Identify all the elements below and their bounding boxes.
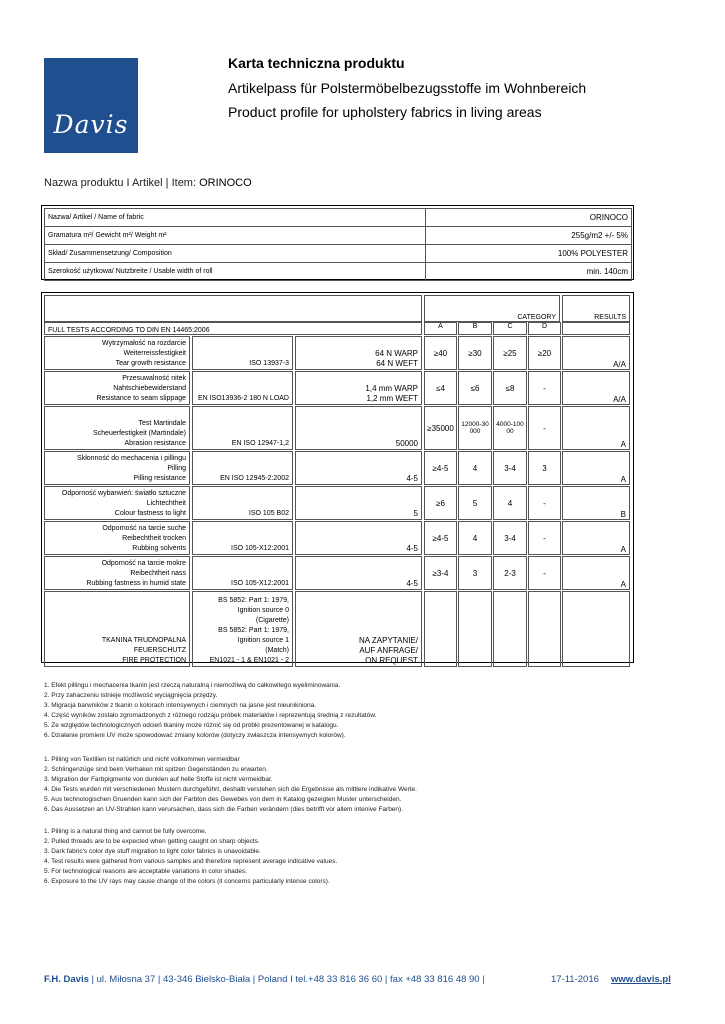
test-category-value: 4 bbox=[458, 521, 492, 555]
test-result: A/A bbox=[562, 371, 630, 405]
test-standard-line: (Match) bbox=[265, 647, 289, 654]
test-standard bbox=[192, 556, 293, 590]
info-value: ORINOCO bbox=[425, 208, 632, 227]
test-standard-line: ISO 105-X12:2001 bbox=[231, 545, 289, 552]
info-label: Nazwa/ Artikel / Name of fabric bbox=[44, 208, 426, 227]
test-category-value: 4 bbox=[493, 486, 527, 520]
notes-pl bbox=[44, 681, 376, 741]
test-category-value: ≥20 bbox=[528, 336, 561, 370]
test-category-value: - bbox=[528, 371, 561, 405]
footer-company: F.H. Davis bbox=[44, 974, 89, 985]
note-line: 2. Schlingenzüge sind beim Verhaken mit spitzen Gegenständen zu erwarten. bbox=[44, 766, 268, 773]
test-standard bbox=[192, 591, 293, 667]
tests-table bbox=[41, 292, 634, 663]
note-line: 1. Pilling von Textilien ist natürlich und nicht vollkommen vermeidbar bbox=[44, 756, 240, 763]
test-standard-line: BS 5852: Part 1: 1979, bbox=[218, 597, 289, 604]
test-value bbox=[295, 556, 422, 590]
note-line: 5. Ze względów technologicznych odcień tkaniny może różnić się od próbki prezentowanej w katalogu. bbox=[44, 722, 339, 729]
title-de: Artikelpass für Polstermöbelbezugsstoffe im Wohnbereich bbox=[228, 80, 587, 96]
info-row bbox=[42, 208, 633, 226]
logo-text: Davis bbox=[53, 110, 129, 139]
test-standard-line: ISO 105 B02 bbox=[248, 510, 289, 517]
test-category-value: - bbox=[528, 521, 561, 555]
test-name-line: Scheuerfestigkeit (Martindale) bbox=[93, 430, 186, 437]
test-value bbox=[295, 371, 422, 405]
test-category-value: 3 bbox=[528, 451, 561, 485]
test-category-value: ≥25 bbox=[493, 336, 527, 370]
info-value: 100% POLYESTER bbox=[425, 244, 632, 263]
test-category-value: - bbox=[528, 406, 561, 450]
test-category-value: 12000-30000 bbox=[458, 406, 492, 450]
test-standard-line: EN ISO13936-2 180 N LOAD bbox=[197, 395, 289, 402]
info-value: 255g/m2 +/- 5% bbox=[425, 226, 632, 245]
test-name-line: Nahtschiebewiderstand bbox=[113, 385, 186, 392]
note-line: 2. Pulled threads are to be expected when getting caught on sharp objects. bbox=[44, 838, 260, 845]
test-category-value: ≥4-5 bbox=[424, 521, 457, 555]
info-row bbox=[42, 262, 633, 280]
note-line: 4. Test results were gathered from various samples and therefore represent average indicative values. bbox=[44, 858, 338, 865]
test-standard bbox=[192, 371, 293, 405]
test-value-line: 1,4 mm WARP bbox=[365, 384, 418, 393]
product-line bbox=[44, 177, 252, 189]
test-category-value: ≥40 bbox=[424, 336, 457, 370]
notes-de bbox=[44, 755, 417, 815]
test-standard bbox=[192, 336, 293, 370]
test-value bbox=[295, 521, 422, 555]
test-standard-line: ISO 13937-3 bbox=[249, 360, 289, 367]
test-standard-line: Ignition source 0 bbox=[237, 607, 289, 614]
test-result: A bbox=[562, 451, 630, 485]
test-name-line: Reibechtheit trocken bbox=[122, 535, 186, 542]
test-name-line: Abrasion resistance bbox=[124, 440, 186, 447]
test-name-line: Lichtechtheit bbox=[146, 500, 186, 507]
test-category-value: ≥4-5 bbox=[424, 451, 457, 485]
test-name-line: Odporność na tarcie mokre bbox=[101, 560, 186, 567]
test-category-value: 3 bbox=[458, 556, 492, 590]
notes-en bbox=[44, 827, 337, 887]
test-name-line: Odporność wybarwień: światło sztuczne bbox=[61, 490, 186, 497]
test-standard bbox=[192, 486, 293, 520]
note-line: 1. Efekt pillingu i mechacenia tkanin jest rzeczą naturalną i niemożliwą do całkowitego wyeliminowania. bbox=[44, 682, 341, 689]
test-standard bbox=[192, 406, 293, 450]
footer-address-text: | ul. Miłosna 37 | 43-346 Bielsko-Biała | Poland I tel.+48 33 816 36 60 | fax +48 33 816 48 90 | bbox=[88, 974, 485, 985]
test-value-line: 4-5 bbox=[406, 474, 418, 483]
test-name bbox=[44, 556, 190, 590]
test-category-value bbox=[424, 591, 457, 667]
test-result: A bbox=[562, 556, 630, 590]
category-col-D: D bbox=[528, 322, 561, 335]
test-standard bbox=[192, 521, 293, 555]
test-name-line: Tear growth resistance bbox=[115, 360, 186, 367]
test-name bbox=[44, 371, 190, 405]
test-category-value: 3-4 bbox=[493, 451, 527, 485]
test-name-line: Weiterreissfestigkeit bbox=[123, 350, 186, 357]
test-standard-line: EN ISO 12947-1,2 bbox=[231, 440, 289, 447]
results-col-blank bbox=[562, 322, 630, 335]
test-value-line: 4-5 bbox=[406, 544, 418, 553]
info-label: Szerokość użytkowa/ Nutzbreite / Usable width of roll bbox=[44, 262, 426, 281]
product-label: Nazwa produktu I Artikel | Item: bbox=[44, 177, 197, 189]
note-line: 4. Część wyników zostało zgromadzonych z różnego rodzaju próbek materiałów i reprezentują średnią z rezultatów. bbox=[44, 712, 377, 719]
test-value-line: 50000 bbox=[395, 439, 418, 448]
test-category-value: - bbox=[528, 556, 561, 590]
note-line: 2. Przy zahaczeniu istnieje możliwość wyciągnięcia przędzy. bbox=[44, 692, 218, 699]
note-line: 5. For technological reasons are acceptable variations in color shades. bbox=[44, 868, 248, 875]
note-line: 6. Das Aussetzen an UV-Strahlen kann verursachen, dass sich die Farben verändern (dies betrifft vor allem intenive Farben). bbox=[44, 806, 404, 813]
test-result: B bbox=[562, 486, 630, 520]
test-value-line: 5 bbox=[413, 509, 418, 518]
footer-date: 17-11-2016 bbox=[551, 974, 599, 985]
test-value-line: 64 N WARP bbox=[375, 349, 418, 358]
category-col-B: B bbox=[458, 322, 492, 335]
test-standard-line: Ignition source 1 bbox=[237, 637, 289, 644]
test-value-line: ON REQUEST bbox=[365, 656, 418, 665]
category-col-A: A bbox=[424, 322, 457, 335]
test-result: A/A bbox=[562, 336, 630, 370]
test-name-line: Rubbing fastness in humid state bbox=[86, 580, 186, 587]
header-blank bbox=[44, 295, 422, 322]
test-name-line: TKANINA TRUDNOPALNA bbox=[101, 637, 186, 644]
test-result bbox=[562, 591, 630, 667]
note-line: 4. Die Tests wurden mit verschiedenen Mustern durchgeführt, deshalb verstehen sich die Ergebnisse als mittlere indikative Werte. bbox=[44, 786, 417, 793]
test-standard-line: EN1021 - 1 & EN1021 - 2 bbox=[209, 657, 289, 664]
test-name-line: Test Martindale bbox=[138, 420, 186, 427]
category-col-C: C bbox=[493, 322, 527, 335]
test-name-line: Reibechtheit nass bbox=[130, 570, 186, 577]
note-line: 3. Dark fabric's color dye stuff migration to light color fabrics is unavoidable. bbox=[44, 848, 261, 855]
product-name: ORINOCO bbox=[199, 177, 252, 189]
test-name-line: Resistance to seam slippage bbox=[96, 395, 186, 402]
test-category-value: ≤8 bbox=[493, 371, 527, 405]
title-pl: Karta techniczna produktu bbox=[228, 55, 405, 71]
note-line: 6. Działanie promieni UV może spowodować zmiany kolorów (dotyczy zwłaszcza intensywnych kolorów). bbox=[44, 732, 346, 739]
test-category-value: ≥30 bbox=[458, 336, 492, 370]
test-standard bbox=[192, 451, 293, 485]
test-name-line: FIRE PROTECTION bbox=[122, 657, 186, 664]
test-name-line: Odporność na tarcie suche bbox=[102, 525, 186, 532]
test-category-value bbox=[458, 591, 492, 667]
note-line: 3. Migracja barwników z tkanin o kolorach intensywnych i ciemnych na jasne jest nieunikniona. bbox=[44, 702, 317, 709]
test-category-value: 4 bbox=[458, 451, 492, 485]
test-standard-line: EN ISO 12945-2:2002 bbox=[220, 475, 289, 482]
info-label: Gramatura m²/ Gewicht m²/ Weight m² bbox=[44, 226, 426, 245]
test-name bbox=[44, 591, 190, 667]
test-name-line: Rubbing solvents bbox=[132, 545, 186, 552]
test-category-value bbox=[528, 591, 561, 667]
test-category-value: 5 bbox=[458, 486, 492, 520]
info-label: Skład/ Zusammensetzung/ Composition bbox=[44, 244, 426, 263]
test-category-value: ≤6 bbox=[458, 371, 492, 405]
davis-logo bbox=[44, 58, 138, 153]
info-row bbox=[42, 226, 633, 244]
note-line: 1. Pilling is a natural thing and cannot be fully overcome. bbox=[44, 828, 207, 835]
test-result: A bbox=[562, 406, 630, 450]
test-value bbox=[295, 486, 422, 520]
test-category-value: ≥6 bbox=[424, 486, 457, 520]
test-category-value: ≥35000 bbox=[424, 406, 457, 450]
test-value-line: NA ZAPYTANIE/ bbox=[359, 636, 418, 645]
tests-title: FULL TESTS ACCORDING TO DIN EN 14465:2006 bbox=[44, 322, 422, 335]
category-header: CATEGORY bbox=[424, 295, 560, 322]
footer-address bbox=[44, 974, 485, 985]
test-standard-line: (Cigarette) bbox=[255, 617, 289, 624]
test-name bbox=[44, 451, 190, 485]
test-standard-line: ISO 105-X12:2001 bbox=[231, 580, 289, 587]
test-name bbox=[44, 406, 190, 450]
title-en: Product profile for upholstery fabrics in living areas bbox=[228, 104, 542, 120]
test-name-line: Colour fastness to light bbox=[114, 510, 186, 517]
test-category-value bbox=[493, 591, 527, 667]
test-name-line: Wytrzymałość na rozdarcie bbox=[102, 340, 186, 347]
note-line: 5. Aus technologischen Gruenden kann sich der Farbton des Gewebes von dem in Katalog gezeigten Muster unterscheiden. bbox=[44, 796, 402, 803]
note-line: 3. Migration der Farbpigmente von dunklen auf helle Stoffe ist nicht vermeidbar. bbox=[44, 776, 273, 783]
test-value bbox=[295, 406, 422, 450]
test-name-line: FEUERSCHUTZ bbox=[133, 647, 186, 654]
test-category-value: - bbox=[528, 486, 561, 520]
test-category-value: ≤4 bbox=[424, 371, 457, 405]
test-name bbox=[44, 336, 190, 370]
test-category-value: 2-3 bbox=[493, 556, 527, 590]
test-value-line: 1,2 mm WEFT bbox=[366, 394, 418, 403]
test-result: A bbox=[562, 521, 630, 555]
test-value-line: AUF ANFRAGE/ bbox=[359, 646, 418, 655]
test-name bbox=[44, 486, 190, 520]
test-name-line: Skłonność do mechacenia i pillingu bbox=[77, 455, 186, 462]
test-value-line: 4-5 bbox=[406, 579, 418, 588]
test-name bbox=[44, 521, 190, 555]
test-value bbox=[295, 451, 422, 485]
test-category-value: 4000-10000 bbox=[493, 406, 527, 450]
info-row bbox=[42, 244, 633, 262]
test-standard-line: BS 5852: Part 1: 1979, bbox=[218, 627, 289, 634]
test-category-value: 3-4 bbox=[493, 521, 527, 555]
info-table bbox=[41, 205, 634, 280]
test-name-line: Pilling bbox=[167, 465, 186, 472]
test-value-line: 64 N WEFT bbox=[376, 359, 418, 368]
test-name-line: Pilling resistance bbox=[133, 475, 186, 482]
footer-url[interactable]: www.davis.pl bbox=[611, 974, 671, 985]
note-line: 6. Exposure to the UV rays may cause change of the colors (it concerns particularly intense colors). bbox=[44, 878, 330, 885]
info-value: min. 140cm bbox=[425, 262, 632, 281]
results-header: RESULTS bbox=[562, 295, 630, 322]
test-value bbox=[295, 336, 422, 370]
test-value bbox=[295, 591, 422, 667]
test-category-value: ≥3-4 bbox=[424, 556, 457, 590]
test-name-line: Przesuwalność nitek bbox=[122, 375, 186, 382]
